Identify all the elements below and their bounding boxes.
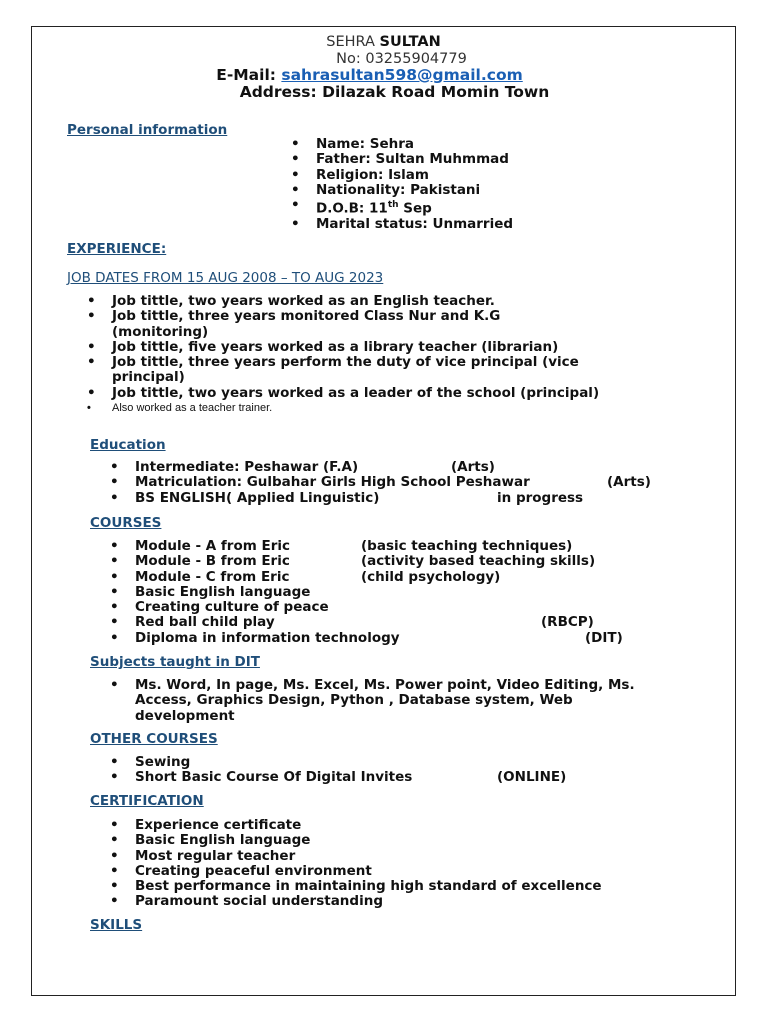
dit-subjects-heading: Subjects taught in DIT bbox=[90, 654, 260, 670]
dit-subjects-list bbox=[135, 678, 670, 724]
list-item: • Module - C from Eric (child psychology) bbox=[135, 570, 623, 585]
list-item: • Module - A from Eric (basic teaching techniques) bbox=[135, 539, 623, 554]
certification-list bbox=[135, 818, 602, 910]
email-link[interactable]: sahrasultan598@gmail.com bbox=[281, 66, 523, 84]
courses-heading: COURSES bbox=[90, 515, 162, 531]
list-item: • Ms. Word, In page, Ms. Excel, Ms. Power point, Video Editing, Ms. Access, Graphics Design, Python , Database system, Web development bbox=[135, 678, 670, 724]
email-label: E-Mail: bbox=[216, 66, 276, 84]
list-item: • Module - B from Eric (activity based teaching skills) bbox=[135, 554, 623, 569]
list-item: • Job tittle, two years worked as a leader of the school (principal) bbox=[112, 386, 712, 401]
resume-page bbox=[31, 26, 736, 996]
candidate-name bbox=[32, 34, 735, 50]
list-item: • Basic English language bbox=[135, 585, 623, 600]
list-item: • Also worked as a teacher trainer. bbox=[112, 401, 712, 416]
list-item: • Marital status: Unmarried bbox=[316, 217, 513, 232]
email-row bbox=[18, 66, 721, 84]
list-item: • Creating culture of peace bbox=[135, 600, 623, 615]
list-item: • D.O.B: 11th Sep bbox=[316, 198, 513, 217]
list-item: • Best performance in maintaining high standard of excellence bbox=[135, 879, 602, 894]
job-dates-heading: JOB DATES FROM 15 AUG 2008 – TO AUG 2023 bbox=[67, 270, 384, 286]
skills-heading: SKILLS bbox=[90, 917, 143, 933]
list-item: • Short Basic Course Of Digital Invites (ONLINE) bbox=[135, 770, 566, 785]
last-name: SULTAN bbox=[379, 34, 441, 50]
courses-list bbox=[135, 539, 623, 646]
list-item: • Sewing bbox=[135, 755, 566, 770]
list-item: • Job tittle, three years monitored Class Nur and K.G (monitoring) bbox=[112, 309, 582, 340]
other-courses-heading: OTHER COURSES bbox=[90, 731, 218, 747]
list-item: • Matriculation: Gulbahar Girls High School Peshawar (Arts) bbox=[135, 475, 651, 490]
list-item: • Diploma in information technology (DIT) bbox=[135, 631, 623, 646]
address: Address: Dilazak Road Momin Town bbox=[239, 83, 550, 101]
education-heading: Education bbox=[90, 437, 166, 453]
list-item: • Intermediate: Peshawar (F.A) (Arts) bbox=[135, 460, 651, 475]
list-item: • Job tittle, three years perform the duty of vice principal (vice principal) bbox=[112, 355, 647, 386]
list-item: • Name: Sehra bbox=[316, 137, 513, 152]
list-item: • Job tittle, two years worked as an English teacher. bbox=[112, 294, 712, 309]
list-item: • Nationality: Pakistani bbox=[316, 183, 513, 198]
personal-info-heading: Personal information bbox=[67, 122, 228, 138]
phone-number: No: 03255904779 bbox=[336, 51, 467, 67]
list-item: • Father: Sultan Muhmmad bbox=[316, 152, 513, 167]
first-name: SEHRA bbox=[326, 34, 375, 50]
ordinal-suffix: th bbox=[387, 200, 399, 211]
other-courses-list bbox=[135, 755, 566, 786]
list-item: • Creating peaceful environment bbox=[135, 864, 602, 879]
list-item: • Red ball child play (RBCP) bbox=[135, 615, 623, 630]
list-item: • Experience certificate bbox=[135, 818, 602, 833]
personal-info-list bbox=[316, 137, 513, 232]
experience-list bbox=[112, 294, 712, 416]
list-item: • Job tittle, five years worked as a library teacher (librarian) bbox=[112, 340, 712, 355]
certification-heading: CERTIFICATION bbox=[90, 793, 204, 809]
experience-heading: EXPERIENCE: bbox=[67, 241, 167, 257]
list-item: • Paramount social understanding bbox=[135, 894, 602, 909]
list-item: • Basic English language bbox=[135, 833, 602, 848]
list-item: • BS ENGLISH( Applied Linguistic) in progress bbox=[135, 491, 651, 506]
list-item: • Most regular teacher bbox=[135, 849, 602, 864]
education-list bbox=[135, 460, 651, 506]
list-item: • Religion: Islam bbox=[316, 168, 513, 183]
